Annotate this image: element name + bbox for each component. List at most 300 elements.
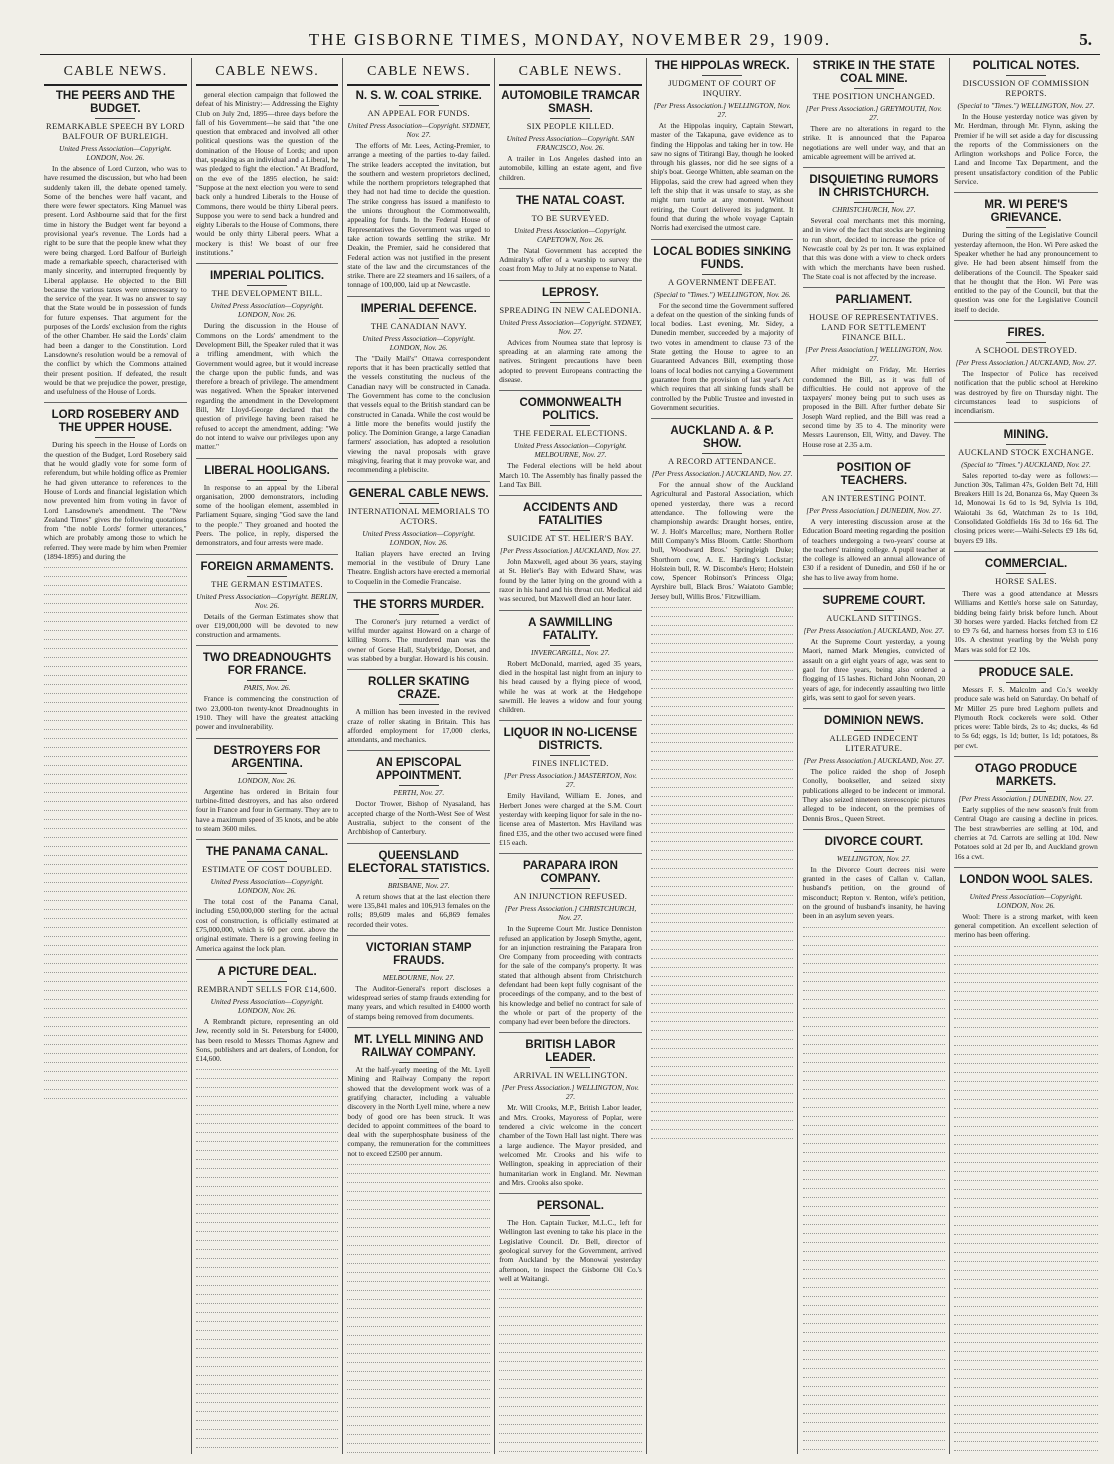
text-line (499, 1433, 642, 1439)
headline-rule (1006, 573, 1046, 574)
text-line (44, 1008, 187, 1014)
article-body: Messrs F. S. Malcolm and Co.'s weekly produce sale was held on Saturday. On behalf of Mr Miller 25 pure bred Leghorn pullets and Plymouth Rock cockerels were sold. Other prices were: Table birds, 2s to 4s; ducks, 4s 6d to 5s 6d; eggs, 1s 1d; butter, 1s 1d; potatoes, 8s per cwt. (954, 684, 1098, 750)
text-line (44, 648, 187, 654)
text-line (44, 639, 187, 645)
text-line (44, 855, 187, 861)
article-body: A Rembrandt picture, representing an old Jew, recently sold in St. Petersburg for £4000, has been resold to Messrs Thomas Agnew and Sons, publishers and art dealers, of London, for £14,600. (195, 1016, 339, 1064)
article-headline: STRIKE IN THE STATE COAL MINE. (812, 60, 935, 85)
article-body: In the absence of Lord Curzon, who was to have resumed the discussion, but who had been suddenly taken ill, the debate opened tamely. Some of the benches were half vacant, and there were fewer spectators. King Manuel was present. Lord Ashbourne said that for the first time in history the Budget went far beyond a provisional year's revenue. The Lords had a right to be sure that the people knew what they were being charged. Lord Balfour of Burleigh made a remarkable speech, characterised with manly sincerity, and interrupted frequently by Liberal applause. He objected to the Bill because the various taxes were unnecessary to the service of the year. It was no answer to say that the State would be in possession of funds for future expenses. That argument for the purposes of the Lords' exclusion from the rights of the other Chamber. He said the Lords' claim had been a danger to the Constitution. Lord Lansdowne's resolution would be a removal of the conflict by which the Commons attained their present position. If defeated, the result would be that we prejudice the power, prestige, and usefulness of the House of Lords. (44, 164, 187, 397)
headline-rule (247, 861, 287, 862)
text-line (347, 1398, 490, 1404)
text-line (44, 963, 187, 969)
text-line (44, 900, 187, 906)
text-line (44, 909, 187, 915)
text-line (347, 1164, 490, 1170)
text-line (954, 964, 1098, 970)
text-line (954, 1063, 1098, 1069)
text-line (651, 1129, 794, 1135)
text-line (44, 720, 187, 726)
article-headline: FOREIGN ARMAMENTS. (200, 560, 334, 573)
headline-rule (854, 88, 894, 89)
article-headline: DESTROYERS FOR ARGENTINA. (213, 744, 321, 770)
text-line (651, 967, 794, 973)
text-line (44, 612, 187, 618)
article-headline: THE PANAMA CANAL. (206, 846, 329, 859)
article (499, 90, 642, 182)
article-body: At the half-yearly meeting of the Mt. Lyell Mining and Railway Company the report showed that the development work was of a gratifying character, including a valuable discovery in the North Lyell mine, where a new body of good ore has been struck. It was decided to appoint committees of the board to deal with the superphosphate business of the company, the remuneration for the committees not to exceed £2500 per annum. (347, 1065, 491, 1158)
headline-rule (702, 453, 742, 454)
text-line (196, 1213, 339, 1219)
text-line (954, 1234, 1098, 1240)
article-dateline: United Press Association—Copyright. LONDON, Nov. 26. (969, 891, 1083, 910)
text-line (651, 958, 794, 964)
article-body: During his speech in the House of Lords on the question of the Budget, Lord Rosebery said that he would gladly vote for some form of referendum, but while holding office as Premier he had given utterance to references to the House of Lords and financial legislation which now prevented him from voting in favor of Lord Lansdowne's amendment. The "New Zealand Times" gives the following quotations from "the noble Lords' former utterances," which are probably among those to which he referred. They were made by him when Premier (1894-1895) and during the (44, 440, 187, 561)
text-line (499, 1442, 642, 1448)
article-dateline: [Per Press Association.] GREYMOUTH, Nov. 27. (805, 104, 942, 122)
article-dateline: [Per Press Association.] AUCKLAND, Nov. 27. (955, 358, 1097, 368)
article (347, 843, 490, 929)
article (44, 402, 187, 561)
text-line (803, 1071, 946, 1077)
text-line (954, 1009, 1098, 1015)
article-body: The Auditor-General's report discloses a widespread series of stamp frauds extending for many years, and which resulted in £4000 worth of stamps being removed from documents. (347, 983, 491, 1021)
text-line (196, 1357, 339, 1363)
text-line (44, 666, 187, 672)
text-line (651, 1111, 794, 1117)
headline-rule (1006, 682, 1046, 683)
text-line (803, 1206, 946, 1212)
text-line (44, 747, 187, 753)
article-headline: FIRES. (1007, 327, 1045, 340)
text-line (803, 1341, 946, 1347)
article-subheading: JUDGMENT OF COURT OF INQUIRY. (668, 78, 777, 98)
text-line (954, 1072, 1098, 1078)
text-line (44, 990, 187, 996)
article-body: In response to an appeal by the Liberal organisation, 2000 demonstrators, including some of the hooligan element, assembled in Parliament Square, singing "God save the land to the people." They groaned and hooted the Peers. The police, in reply, dispersed the demonstrators, and four arrests were made. (195, 482, 339, 548)
text-line (44, 999, 187, 1005)
text-line (651, 1003, 794, 1009)
headline-rule (1006, 342, 1046, 343)
text-line (44, 693, 187, 699)
article-body: In the Divorce Court decrees nisi were granted in the cases of Callan v. Callan, husband's petition, on the ground of misconduct; Repton v. Renton, wife's petition, on the ground of husband's insanity, he having been in an asylum seven years. (802, 864, 946, 921)
article-body: The total cost of the Panama Canal, including £50,000,000 sterling for the actual cost of construction, is officially estimated at £75,000,000, which is 60 per cent. above the original estimate. There is a growing feeling in America against the lock plan. (195, 897, 339, 953)
article-dateline: [Per Press Association.] WELLINGTON, Nov. 27. (501, 1083, 639, 1102)
article-headline: VICTORIAN STAMP FRAUDS. (365, 941, 472, 967)
article-headline: LORD ROSEBERY AND THE UPPER HOUSE. (51, 409, 180, 435)
text-line (44, 936, 187, 942)
text-line (651, 949, 794, 955)
text-line (196, 1177, 339, 1183)
headline-rule (854, 202, 894, 203)
article-body: There was a good attendance at Messrs Williams and Kettle's horse sale on Saturday, bidding being fairly brisk before lunch. About 30 horses were yarded. Hacks fetched from £2 to £9 7s 6d, and harness horses from £3 to £16 10s. A chestnut yearling by the Welsh pony Mars was sold for £2 10s. (954, 588, 1098, 654)
article-headline: THE NATAL COAST. (516, 194, 625, 207)
text-line (196, 1096, 339, 1102)
article-headline: PRODUCE SALE. (978, 666, 1074, 679)
article-headline: AUTOMOBILE TRAMCAR SMASH. (501, 90, 640, 115)
article-headline: THE HIPPOLAS WRECK. (654, 60, 790, 72)
article-headline: LOCAL BODIES SINKING FUNDS. (653, 245, 792, 271)
text-line (651, 814, 794, 820)
text-line (499, 1370, 642, 1376)
text-line (803, 1089, 946, 1095)
text-line (44, 1080, 187, 1086)
text-line (803, 999, 946, 1005)
text-line (44, 981, 187, 987)
text-line (499, 1397, 642, 1403)
text-line (44, 621, 187, 627)
text-line (44, 918, 187, 924)
text-line (651, 1102, 794, 1108)
text-line (954, 1216, 1098, 1222)
text-line (44, 783, 187, 789)
text-line (44, 657, 187, 663)
article (803, 287, 946, 449)
text-line (954, 955, 1098, 961)
text-line (44, 576, 187, 582)
headline-rule (399, 704, 439, 705)
text-line (954, 1036, 1098, 1042)
text-line (803, 1395, 946, 1401)
text-line (196, 1231, 339, 1237)
article-body: The "Daily Mail's" Ottawa correspondent reports that it has been practically settled that the vessels constituting the nucleus of the Canadian navy will be constructed in Canada. The Government has come to the conclusion that vessels equal to the British standard can be constructed in Canada. While the cost would be a little more the benefits would justify the policy. The Dominion Grange, a large Canadian farmers' association, has adopted a resolution viewing the naval proposals with grave misgiving, fearing that it may provoke war, and recommending a plebiscite. (347, 353, 491, 475)
text-line (44, 774, 187, 780)
text-line (651, 1039, 794, 1045)
text-line (196, 1105, 339, 1111)
text-line (954, 1225, 1098, 1231)
column-6 (799, 58, 951, 1454)
text-line (651, 643, 794, 649)
article-subheading: AN INJUNCTION REFUSED. (513, 891, 628, 902)
article-subheading: REMARKABLE SPEECH BY LORD BALFOUR OF BURLEIGH. (45, 121, 185, 141)
article (499, 188, 642, 274)
article-headline: MR. WI PERE'S GRIEVANCE. (984, 199, 1068, 225)
article (347, 90, 490, 290)
text-line (651, 850, 794, 856)
article (499, 280, 642, 384)
article (803, 708, 946, 823)
article-dateline: PERTH, Nov. 27. (393, 788, 445, 798)
text-line (499, 1388, 642, 1394)
headline-rule (702, 274, 742, 275)
article-body: The Inspector of Police has received notification that the public school at Herekino was destroyed by fire on Thursday night. The circumstances lead to suspicions of incendiarism. (954, 369, 1098, 416)
article-subheading: A RECORD ATTENDANCE. (668, 456, 777, 467)
text-line (651, 1021, 794, 1027)
text-line (499, 1316, 642, 1322)
article-subheading: AUCKLAND STOCK EXCHANGE. (958, 446, 1094, 457)
text-line (651, 1057, 794, 1063)
article (954, 660, 1098, 750)
text-line (499, 1343, 642, 1349)
text-line (954, 1306, 1098, 1312)
text-line (803, 1440, 946, 1446)
text-line (347, 1344, 490, 1350)
text-line (44, 1071, 187, 1077)
text-line (954, 1432, 1098, 1438)
article-subheading: ESTIMATE OF COST DOUBLED. (201, 864, 333, 875)
text-line (803, 1251, 946, 1257)
article-dateline: CHRISTCHURCH, Nov. 27. (832, 205, 916, 215)
text-line (954, 1162, 1098, 1168)
text-line (651, 778, 794, 784)
text-line (651, 796, 794, 802)
text-line (954, 1288, 1098, 1294)
text-line (803, 1017, 946, 1023)
text-line (954, 1117, 1098, 1123)
text-line (803, 1413, 946, 1419)
headline-rule (1006, 791, 1046, 792)
article-body: Sales reported to-day were as follows:—Junction 30s, Taliman 47s, Golden Belt 7d, Hill Breakers Hill 1s 2d, Bonanza 6s, May Queen 3s 1d, Monowai 1s 6d to 1s 9d, Sylvia 1s 10d, Waiotahi 3s 6d, Watchman 2s to 1s 10d, Consolidated Goldfields 16s 3d to 16s 6d. The closing prices were:—Waihi-Selects £9 18s 6d, buyers £9 18s. (954, 470, 1098, 545)
article-headline: LONDON WOOL SALES. (959, 873, 1093, 886)
text-line (347, 1434, 490, 1440)
text-line (196, 1312, 339, 1318)
text-line (651, 805, 794, 811)
text-line (44, 792, 187, 798)
article (347, 750, 490, 836)
text-line (347, 1245, 490, 1251)
article (196, 645, 339, 731)
text-line (347, 1182, 490, 1188)
text-line (347, 1290, 490, 1296)
text-line (196, 1150, 339, 1156)
text-line (196, 1078, 339, 1084)
headline-rule (247, 480, 287, 481)
text-line (651, 715, 794, 721)
text-line (803, 1287, 946, 1293)
text-line (651, 697, 794, 703)
article-headline: OTAGO PRODUCE MARKETS. (975, 763, 1078, 789)
headline-rule (1006, 227, 1046, 228)
text-line (954, 1450, 1098, 1454)
article-body: After midnight on Friday, Mr. Herries condemned the Bill, as it was full of difficulties. He could not approve of the taxpayers' money being put to such uses as proposed in the Bill. After further debate Sir Joseph Ward replied, and the Bill was read a second time by 35 to 4. The minority were Messrs Laurenson, Ell, Witty, and Davey. The House rose at 2.35 a.m. (802, 365, 946, 449)
text-line (651, 913, 794, 919)
text-line (803, 1197, 946, 1203)
text-line (499, 1289, 642, 1295)
article (803, 167, 946, 281)
text-line (347, 1353, 490, 1359)
headline-rule (550, 530, 590, 531)
text-line (651, 841, 794, 847)
headline-rule (399, 503, 439, 504)
text-line (196, 1321, 339, 1327)
text-line (347, 1326, 490, 1332)
article-headline: SUPREME COURT. (822, 595, 926, 608)
text-line (954, 1081, 1098, 1087)
text-line (651, 1138, 794, 1144)
article-body: Argentine has ordered in Britain four turbine-fitted destroyers, and has also ordered four in France and four in Germany. They are to have a maximum speed of 35 knots, and be able to steam 3600 miles. (195, 786, 339, 833)
text-line (803, 1224, 946, 1230)
text-line (196, 1249, 339, 1255)
article-dateline: [Per Press Association.] MASTERTON, Nov. 27. (503, 771, 637, 790)
text-line (803, 1035, 946, 1041)
article-dateline: PARIS, Nov. 26. (243, 683, 291, 693)
article-body: Italian players have erected an Irving memorial in the vestibule of Drury Lane Theatre. English actors have erected a memorial to Coquelin in the Comedie Francaise. (347, 548, 491, 586)
article-body: John Maxwell, aged about 36 years, staying at St. Helier's Bay with Edward Shaw, was found by the latter lying on the ground with a razor in his hand and his throat cut. Medical aid was secured, but Maxwell died an hour later. (499, 557, 642, 604)
text-line (196, 1276, 339, 1282)
article-headline: DOMINION NEWS. (824, 715, 924, 728)
article (954, 60, 1098, 186)
text-line (499, 1334, 642, 1340)
article (499, 610, 642, 715)
text-line (44, 603, 187, 609)
text-line (651, 877, 794, 883)
article-dateline: WELLINGTON, Nov. 27. (836, 853, 911, 863)
article-body: Early supplies of the new season's fruit from Central Otago are causing a decline in prices. The best strawberries are selling at 10d, and cherries at 7d. Carrots are selling at 10d. New Potatoes sold at 2d per lb, and Auckland grown 16s a cwt. (954, 805, 1098, 861)
text-line (651, 1093, 794, 1099)
text-line (803, 972, 946, 978)
text-line (347, 1263, 490, 1269)
article (651, 239, 794, 413)
text-line (347, 1191, 490, 1197)
article-dateline: [Per Press Association.] AUCKLAND, Nov. 27. (500, 546, 641, 556)
text-line (651, 922, 794, 928)
article-dateline: [Per Press Association.] AUCKLAND, Nov. 27. (651, 469, 793, 479)
article-body: A very interesting discussion arose at the Education Board meeting regarding the position of teachers undergoing a two-years' course at the teachers' training college. A pupil teacher at the college is allowed an annual allowance of £30 if a resident of Dunedin, and £60 if he or she has to live away from home. (802, 516, 946, 582)
text-line (196, 1330, 339, 1336)
text-line (803, 963, 946, 969)
text-line (803, 1170, 946, 1176)
article-body: Details of the German Estimates show that over £19,000,000 will be devoted to new construction and armaments. (195, 611, 339, 640)
text-line (803, 1323, 946, 1329)
text-line (651, 706, 794, 712)
article (347, 481, 490, 586)
headline-rule (550, 118, 590, 119)
article-body: Several coal merchants met this morning, and in view of the fact that stocks are beginning to run short, decided to increase the price of Newcastle coal by 2s per ton. It was explained that this was done with a view to check orders with which the merchants have been rushed. The State coal is not affected by the increase. (802, 216, 946, 281)
text-line (499, 1361, 642, 1367)
text-line (803, 1314, 946, 1320)
article-dateline: United Press Association—Copyright. LONDON, Nov. 26. (210, 996, 324, 1015)
article-body: Mr. Will Crooks, M.P., British Labor leader, and Mrs. Crooks, Mayoress of Poplar, were tendered a civic welcome in the concert chamber of the Town Hall last night. There was a large audience. The Mayor presided, and welcomed Mr. Crooks and his wife to Wellington, speaking in appreciation of their humanitarian work in England. Mr. Newman and Mrs. Crooks also spoke. (499, 1103, 642, 1187)
article-body: France is commencing the construction of two 23,000-ton twenty-knot Dreadnoughts in 1910. They will have the greatest attacking power and invulnerability. (195, 694, 339, 732)
text-line (347, 1254, 490, 1260)
article-headline: THE PEERS AND THE BUDGET. (55, 90, 175, 115)
headline-rule (550, 425, 590, 426)
article-dateline: United Press Association—Copyright. CAPETOWN, Nov. 26. (514, 225, 627, 244)
article (196, 263, 339, 451)
article-subheading: FINES INFLICTED. (532, 758, 609, 769)
text-line (954, 1027, 1098, 1033)
text-line (954, 1207, 1098, 1213)
text-line (196, 1348, 339, 1354)
text-line (196, 1267, 339, 1273)
text-line (196, 1141, 339, 1147)
text-line (44, 675, 187, 681)
article-headline: IMPERIAL DEFENCE. (360, 302, 477, 315)
article-body: The Hon. Captain Tucker, M.L.C., left for Wellington last evening to take his place in the Legislative Council. Dr. Bell, director of geological survey for the Government, arrived from Auckland by the Monowai yesterday afternoon, to inspect the Gisborne Oil Co.'s well at Waitangi. (499, 1218, 642, 1283)
article-headline: ROLLER SKATING CRAZE. (368, 676, 470, 702)
article-headline: PARAPARA IRON COMPANY. (522, 860, 618, 886)
article-headline: DIVORCE COURT. (824, 835, 924, 848)
text-line (196, 1393, 339, 1399)
text-line (954, 1279, 1098, 1285)
article-subheading: SIX PEOPLE KILLED. (526, 121, 615, 131)
text-line (803, 1044, 946, 1050)
text-line (196, 1186, 339, 1192)
text-line (347, 1335, 490, 1341)
text-line (499, 1352, 642, 1358)
article-dateline: United Press Association—Copyright. LONDON, Nov. 26. (362, 528, 476, 547)
text-line (803, 1062, 946, 1068)
text-filler (196, 1069, 339, 1454)
text-line (954, 1405, 1098, 1411)
text-line (954, 1054, 1098, 1060)
text-line (954, 1198, 1098, 1204)
article-dateline: INVERCARGILL, Nov. 27. (530, 647, 610, 657)
article-headline: DISQUIETING RUMORS IN CHRISTCHURCH. (809, 174, 939, 200)
text-line (651, 787, 794, 793)
text-line (499, 1406, 642, 1412)
text-line (954, 1342, 1098, 1348)
text-line (44, 864, 187, 870)
article-subheading: THE FEDERAL ELECTIONS. (513, 428, 628, 439)
text-line (803, 981, 946, 987)
text-line (347, 1389, 490, 1395)
article (347, 592, 490, 663)
headline-rule (247, 285, 287, 286)
headline-rule (550, 1215, 590, 1216)
headline-rule (95, 118, 135, 119)
text-line (196, 1429, 339, 1435)
article-headline: BRITISH LABOR LEADER. (525, 1039, 616, 1065)
article-headline: AN EPISCOPAL APPOINTMENT. (375, 757, 462, 783)
headline-rule (247, 680, 287, 681)
text-line (499, 1307, 642, 1313)
text-line (44, 972, 187, 978)
text-line (651, 985, 794, 991)
text-line (651, 832, 794, 838)
text-line (347, 1272, 490, 1278)
text-line (651, 769, 794, 775)
headline-rule (399, 878, 439, 879)
article-dateline: United Press Association—Copyright. LONDON, Nov. 26. (210, 877, 324, 896)
text-line (651, 1012, 794, 1018)
text-line (44, 837, 187, 843)
article-headline: IMPERIAL POLITICS. (209, 270, 325, 283)
text-line (44, 954, 187, 960)
text-line (803, 1179, 946, 1185)
article-body: Wool: There is a strong market, with keen general competition. An excellent selection of merino has been offering. (954, 911, 1098, 940)
article (803, 60, 946, 161)
article-body: For the second time the Government suffered a defeat on the question of the sinking funds of local bodies. Last evening, Mr. Sidey, a Dunedin member, succeeded by a majority of two votes in amendment to clause 73 of the State getting the House to agree to an Guaranteed Advances Bill, exempting those loans of local bodies not carrying a Government guarantee from the provision of last year's Act which requires that all sinking funds shall be controlled by the Public Trustee and invested in Government securities. (650, 300, 794, 412)
text-line (196, 1384, 339, 1390)
headline-rule (399, 1062, 439, 1063)
headline-rule (399, 105, 439, 106)
text-line (347, 1236, 490, 1242)
text-line (803, 1107, 946, 1113)
article (499, 1193, 642, 1283)
text-line (44, 567, 187, 573)
text-line (196, 1375, 339, 1381)
text-line (954, 1099, 1098, 1105)
text-line (196, 1168, 339, 1174)
text-line (954, 1171, 1098, 1177)
article-body: The efforts of Mr. Lees, Acting-Premier, to arrange a meeting of the parties to-day failed. The strike leaders accepted the invitation, but the southern and western proprietors declined, while the northern proprietors telegraphed that they had not had time to decide the question. The strike congress has issued a manifesto to the unions throughout the Commonwealth, appealing for funds. In the Federal House of Representatives the Government was urged to take action towards settling the strike. Mr Deakin, the Premier, said he considered that Federal action was not justified in the present state of the law and the circumstances of the strike. There are 22 steamers and 16 sailers, of a tonnage of 100,000, laid up at Newcastle. (347, 141, 491, 290)
text-line (803, 1386, 946, 1392)
article-subheading: A GOVERNMENT DEFEAT. (667, 276, 777, 287)
text-line (803, 936, 946, 942)
text-line (954, 1351, 1098, 1357)
masthead (40, 28, 1100, 55)
headline-rule (702, 75, 742, 76)
article-headline: A SAWMILLING FATALITY. (528, 616, 613, 642)
text-filler (954, 946, 1098, 1454)
text-line (803, 1431, 946, 1437)
article (196, 458, 339, 548)
article-headline: PERSONAL. (536, 1200, 604, 1213)
article (347, 935, 490, 1021)
article (499, 853, 642, 1026)
text-line (651, 679, 794, 685)
newspaper-columns (40, 58, 1102, 1454)
